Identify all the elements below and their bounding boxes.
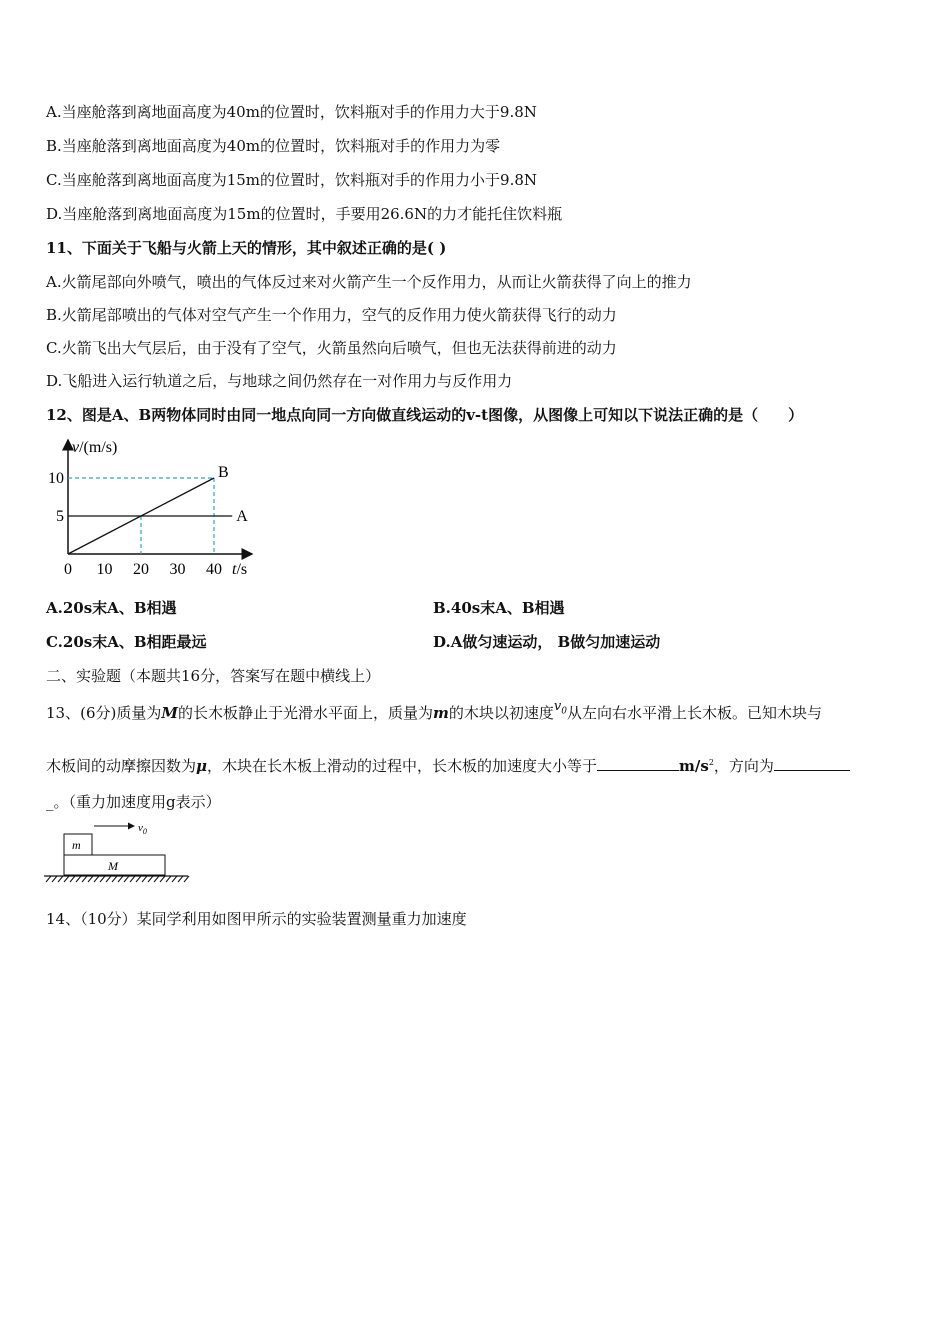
- q13-unit: m/s: [679, 757, 709, 775]
- ground-hatching: [46, 876, 189, 882]
- x-tick-label-40: 40: [206, 561, 222, 578]
- q13-line3: [46, 792, 221, 812]
- q13-text-3: 的木块以初速度: [448, 704, 554, 722]
- q13-text-1: 13、(6分)质量为: [46, 704, 162, 722]
- q13-text-4: 从左向右水平滑上长木板。已知木块与: [566, 704, 822, 722]
- q11-option-d: D.飞船进入运行轨道之后，与地球之间仍然存在一对作用力与反作用力: [46, 372, 513, 390]
- fig-M-label: M: [108, 859, 118, 873]
- y-axis-label: v/(m/s): [72, 439, 118, 456]
- q13-text-2: 的长木板静止于光滑水平面上，质量为: [177, 704, 433, 722]
- answer-blank-1[interactable]: [597, 756, 679, 771]
- y-tick-label-10: 10: [48, 470, 64, 487]
- q12-option-a: A.20s末A、B相遇: [46, 599, 177, 617]
- fig-v0-label: $v_0$: [138, 822, 147, 836]
- x-tick-label-20: 20: [133, 561, 149, 578]
- q10-option-c: C.当座舱落到离地面高度为15m的位置时，饮料瓶对手的作用力小于9.8N: [46, 171, 538, 189]
- q11-option-a: A.火箭尾部向外喷气，喷出的气体反过来对火箭产生一个反作用力，从而让火箭获得了向上的推力: [46, 273, 692, 291]
- q11-stem: 11、下面关于飞船与火箭上天的情形，其中叙述正确的是( ): [46, 239, 447, 257]
- section-heading: 二、实验题（本题共16分，答案写在题中横线上）: [46, 667, 381, 685]
- q12-stem: 12、图是A、B两物体同时由同一地点向同一方向做直线运动的v-t图像，从图像上可知以下说法正确的是（ ）: [46, 406, 804, 424]
- q13-v-subscript: 0: [561, 706, 567, 717]
- series-label-A: A: [236, 508, 248, 525]
- q10-option-b: B.当座舱落到离地面高度为40m的位置时，饮料瓶对手的作用力为零: [46, 137, 501, 155]
- q13-text-6: ，木块在长木板上滑动的过程中，长木板的加速度大小等于: [207, 757, 598, 775]
- q13-blank-tail: _: [46, 793, 54, 811]
- y-tick-label-5: 5: [56, 508, 64, 525]
- vt-graph-svg: [40, 432, 270, 580]
- q13-line1: [46, 699, 822, 730]
- q10-option-d: D.当座舱落到离地面高度为15m的位置时，手要用26.6N的力才能托住饮料瓶: [46, 205, 563, 223]
- vt-graph: [40, 432, 270, 584]
- q13-M: M: [161, 704, 178, 722]
- q11-option-b: B.火箭尾部喷出的气体对空气产生一个作用力，空气的反作用力使火箭获得飞行的动力: [46, 306, 617, 324]
- block-board-svg: [42, 815, 192, 887]
- q13-text-5: 木板间的动摩擦因数为: [46, 757, 197, 775]
- q13-text-7: ，方向为: [713, 757, 774, 775]
- q13-v0: [553, 699, 567, 717]
- q12-option-b: B.40s末A、B相遇: [433, 599, 565, 617]
- q12-option-d: D.A做匀速运动， B做匀加速运动: [433, 633, 661, 651]
- series-label-B: B: [218, 464, 229, 481]
- x-tick-label-10: 10: [96, 561, 113, 578]
- q11-option-c: C.火箭飞出大气层后，由于没有了空气，火箭虽然向后喷气，但也无法获得前进的动力: [46, 339, 617, 357]
- q13-m: m: [432, 704, 449, 722]
- fig-m-label: m: [72, 838, 81, 852]
- q12-option-c: C.20s末A、B相距最远: [46, 633, 207, 651]
- q13-unit-sup: 2: [708, 758, 714, 767]
- answer-blank-2[interactable]: [774, 756, 850, 771]
- q13-v-symbol: v: [553, 699, 562, 714]
- q10-option-a: A.当座舱落到离地面高度为40m的位置时，饮料瓶对手的作用力大于9.8N: [46, 103, 537, 121]
- block-board-figure: [42, 815, 192, 891]
- q13-mu: μ: [196, 757, 207, 775]
- q13-text-8: 。（重力加速度用g表示）: [53, 793, 221, 811]
- x-axis-label: t/s: [232, 561, 248, 578]
- x-tick-label-30: 30: [169, 561, 186, 578]
- q14-stem: 14、（10分）某同学利用如图甲所示的实验装置测量重力加速度: [46, 910, 467, 928]
- q13-line2: [46, 753, 850, 776]
- x-tick-label-0: 0: [64, 561, 72, 578]
